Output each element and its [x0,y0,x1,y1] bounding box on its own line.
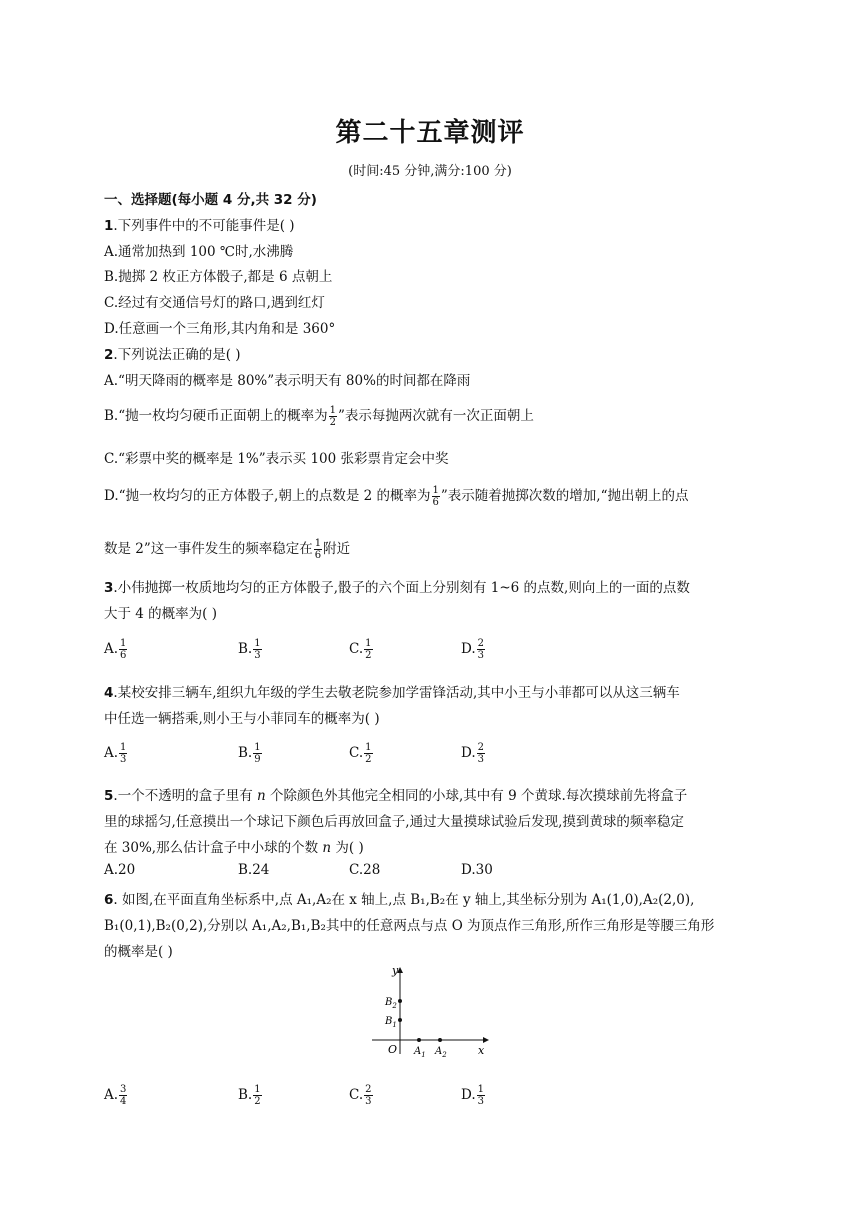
denominator: 2 [254,1096,261,1107]
question-6-cont: B₁(0,1),B₂(0,2),分别以 A₁,A₂,B₁,B₂其中的任意两点与点 O 为顶点作三角形,所作三角形是等腰三角形 [104,918,715,934]
question-number: 2 [104,347,114,363]
numerator: 1 [365,742,372,753]
q4-option-d [461,742,486,765]
fraction [364,742,372,765]
numerator: 1 [314,538,322,549]
option-label: A. [104,745,119,761]
coordinate-figure [368,962,493,1062]
section-heading: 一、选择题(每小题 4 分,共 32 分) [104,192,317,208]
denominator: 3 [120,754,127,765]
option-text: 附近 [323,541,351,557]
q5-option-a: A.20 [104,862,136,878]
numerator: 1 [254,742,261,753]
numerator: 1 [254,638,261,649]
denominator: 3 [477,650,485,661]
variable: n [257,788,266,804]
q3-option-b [238,638,263,661]
fraction [253,638,261,661]
point-b1 [398,1018,402,1022]
variable: n [322,840,332,856]
option-label: C. [349,1087,364,1103]
q5-option-b: B.24 [238,862,270,878]
question-4-cont: 中任选一辆搭乘,则小王与小菲同车的概率为( ) [104,711,380,727]
question-number: 4 [104,685,114,701]
denominator: 4 [120,1096,127,1107]
question-stem: .下列说法正确的是( ) [113,347,241,363]
denominator: 3 [254,650,261,661]
question-4 [104,681,680,701]
b2-label: $B_2$ [385,997,397,1010]
q6-option-b [238,1084,263,1107]
question-2 [104,343,241,363]
option-text: B.“抛一枚均匀硬币正面朝上的概率为 [104,408,328,424]
numerator: 1 [120,742,127,753]
option-label: D. [461,641,476,657]
question-5-cont2 [104,836,364,856]
numerator: 2 [365,1084,372,1095]
fraction [364,1084,372,1107]
question-stem: 为( ) [331,840,364,856]
question-6-cont2: 的概率是( ) [104,944,173,960]
q4-option-b [238,742,263,765]
numerator: 2 [477,638,485,649]
option-label: D. [461,1087,476,1103]
denominator: 9 [254,754,261,765]
point-b2 [398,999,402,1003]
point-a1 [417,1038,421,1042]
denominator: 2 [365,650,372,661]
question-3 [104,576,690,596]
numerator: 1 [477,1084,485,1095]
question-stem: .小伟抛掷一枚质地均匀的正方体骰子,骰子的六个面上分别刻有 1~6 的点数,则向上的一面的点数 [113,580,690,596]
denominator: 3 [365,1096,372,1107]
q2-option-a: A.“明天降雨的概率是 80%”表示明天有 80%的时间都在降雨 [104,373,471,389]
question-stem: 在 30%,那么估计盒子中小球的个数 [104,840,323,856]
option-label: A. [104,641,119,657]
numerator: 2 [477,742,485,753]
q3-option-d [461,638,486,661]
origin-label: O [388,1043,398,1056]
fraction [253,742,261,765]
fraction [364,638,372,661]
fraction [329,405,337,428]
denominator: 3 [477,1096,485,1107]
question-5-cont: 里的球摇匀,任意摸出一个球记下颜色后再放回盒子,通过大量摸球试验后发现,摸到黄球的频率稳定 [104,814,684,830]
numerator: 3 [120,1084,127,1095]
question-stem: .一个不透明的盒子里有 [113,788,257,804]
q1-option-b: B.抛掷 2 枚正方体骰子,都是 6 点朝上 [104,269,333,285]
denominator: 6 [432,497,439,508]
q4-option-c [349,742,374,765]
question-6 [104,888,694,908]
x-axis-label: x [478,1044,485,1057]
q5-option-c: C.28 [349,862,381,878]
numerator: 1 [432,485,439,496]
option-text: 数是 2”这一事件发生的频率稳定在 [104,541,313,557]
page-title: 第二十五章测评 [335,118,525,148]
question-stem: .下列事件中的不可能事件是( ) [113,218,295,234]
q2-option-d [104,484,688,508]
question-3-cont: 大于 4 的概率为( ) [104,606,217,622]
q6-option-c [349,1084,374,1107]
numerator: 1 [120,638,127,649]
option-label: D. [461,745,476,761]
q2-option-c: C.“彩票中奖的概率是 1%”表示买 100 张彩票肯定会中奖 [104,451,449,467]
question-5 [104,784,687,804]
question-number: 3 [104,580,114,596]
point-a2 [438,1038,442,1042]
numerator: 1 [254,1084,261,1095]
option-label: B. [238,641,253,657]
question-stem: . 如图,在平面直角坐标系中,点 A₁,A₂在 x 轴上,点 B₁,B₂在 y 轴上,其坐标分别为 A₁(1,0),A₂(2,0), [113,892,695,908]
q3-option-c [349,638,374,661]
question-stem: .某校安排三辆车,组织九年级的学生去敬老院参加学雷锋活动,其中小王与小菲都可以从这三辆车 [113,685,680,701]
q1-option-a: A.通常加热到 100 ℃时,水沸腾 [104,244,294,260]
fraction [477,638,485,661]
fraction [119,1084,127,1107]
fraction [119,742,127,765]
question-number: 5 [104,788,114,804]
fraction [477,1084,485,1107]
option-label: C. [349,745,364,761]
question-stem: 个除颜色外其他完全相同的小球,其中有 9 个黄球.每次摸球前先将盒子 [265,788,688,804]
q1-option-c: C.经过有交通信号灯的路口,遇到红灯 [104,295,325,311]
b1-label: $B_1$ [385,1016,397,1029]
denominator: 6 [120,650,127,661]
a1-label: $A_1$ [414,1046,426,1059]
fraction [119,638,127,661]
q6-option-d [461,1084,486,1107]
q4-option-a [104,742,128,765]
q2-option-d-cont [104,537,350,561]
denominator: 2 [329,417,336,428]
y-axis-label: y [392,964,399,977]
q3-option-a [104,638,128,661]
fraction [253,1084,261,1107]
option-label: B. [238,1087,253,1103]
fraction [314,538,322,561]
q6-option-a [104,1084,128,1107]
option-text: ”表示每抛两次就有一次正面朝上 [338,408,534,424]
question-1 [104,214,295,234]
numerator: 1 [365,638,372,649]
q1-option-d: D.任意画一个三角形,其内角和是 360° [104,321,336,337]
question-number: 1 [104,218,114,234]
option-text: ”表示随着抛掷次数的增加,“抛出朝上的点 [440,488,689,504]
numerator: 1 [329,405,336,416]
exam-info: (时间:45 分钟,满分:100 分) [348,164,512,179]
a2-label: $A_2$ [435,1046,447,1059]
denominator: 3 [477,754,485,765]
denominator: 2 [365,754,372,765]
option-label: A. [104,1087,119,1103]
option-text: D.“抛一枚均匀的正方体骰子,朝上的点数是 2 的概率为 [104,488,431,504]
denominator: 6 [314,550,322,561]
q5-option-d: D.30 [461,862,493,878]
fraction [432,485,440,508]
question-number: 6 [104,892,114,908]
option-label: B. [238,745,253,761]
fraction [477,742,485,765]
q2-option-b [104,404,534,428]
option-label: C. [349,641,364,657]
